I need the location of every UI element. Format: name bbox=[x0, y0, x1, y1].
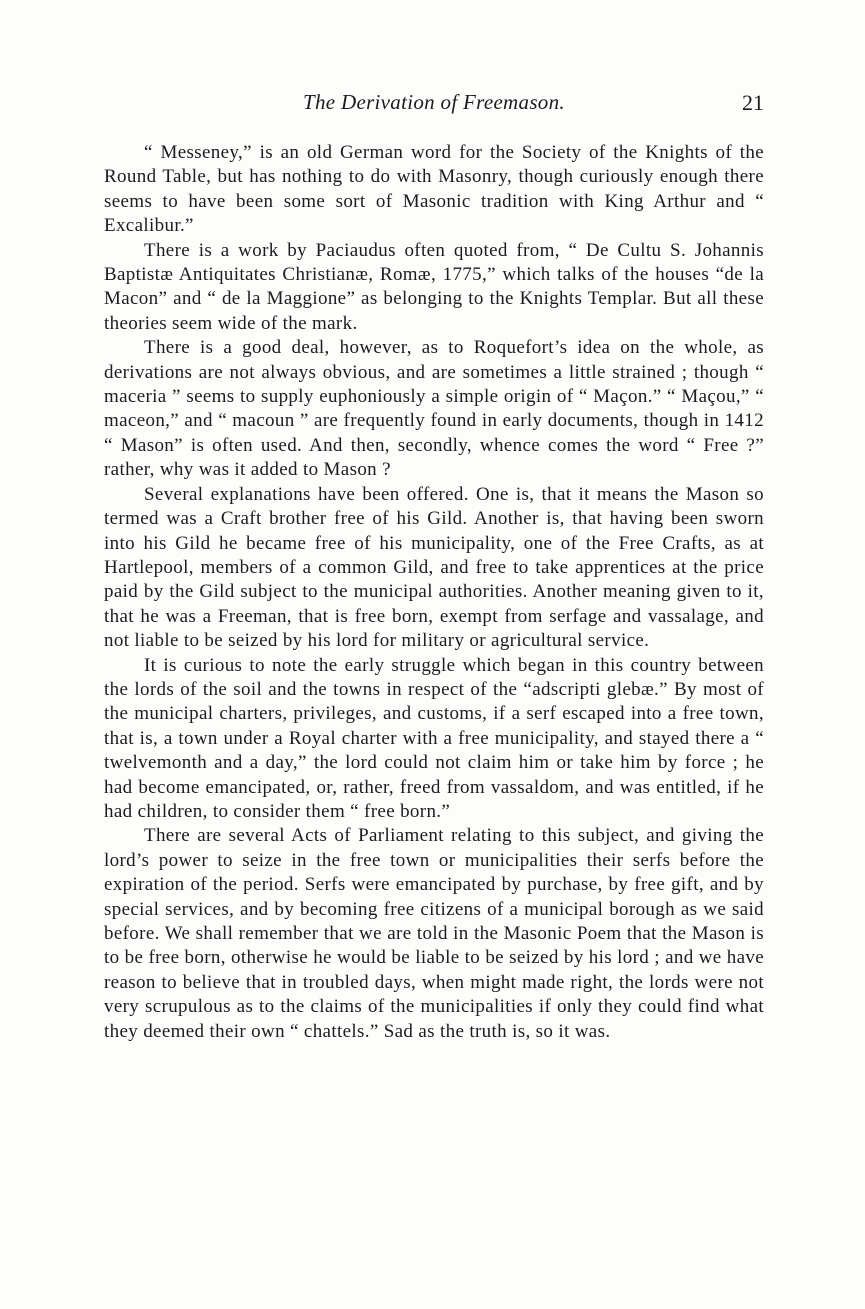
body-text bbox=[104, 141, 764, 1044]
running-title: The Derivation of Freemason. bbox=[303, 90, 565, 114]
paragraph-explanations: Several explanations have been offered. One is, that it means the Mason so termed was a Craft brother free of his Gild. Another is, that having been sworn into his Gild he became free of his municipality, one of the Free Crafts, as at Hartlepool, members of a common Gild, and free to take apprentices at the price paid by the Gild subject to the municipal authorities. Another meaning given to it, that he was a Freeman, that is free born, exempt from serfage and vassalage, and not liable to be seized by his lord for military or agricultural service. bbox=[104, 483, 764, 652]
page-number: 21 bbox=[742, 90, 764, 115]
paragraph-early-struggle: It is curious to note the early struggle which began in this country between the lords of the soil and the towns in respect of the “adscripti glebæ.” By most of the municipal charters, privileges, and customs, if a serf escaped into a free town, that is, a town under a Royal charter with a free municipality, and stayed there a “ twelvemonth and a day,” the lord could not claim him or take him by force ; he had become emancipated, or, rather, freed from vassaldom, and was entitled, if he had children, to consider them “ free born.” bbox=[104, 654, 764, 822]
paragraph-roquefort: There is a good deal, however, as to Roquefort’s idea on the whole, as derivations are not always obvious, and are sometimes a little strained ; though “ maceria ” seems to supply euphoniously a simple origin of “ Maçon.” “ Maçou,” “ maceon,” and “ macoun ” are frequently found in early documents, though in 1412 “ Mason” is often used. And then, secondly, whence comes the word “ Free ?” rather, why was it added to Mason ? bbox=[104, 337, 764, 481]
running-head bbox=[104, 90, 764, 122]
paragraph-messeney: “ Messeney,” is an old German word for the Society of the Knights of the Round Table, but has nothing to do with Masonry, though curiously enough there seems to have been some sort of Masonic tradition with King Arthur and “ Excalibur.” bbox=[104, 142, 764, 237]
paragraph-paciaudus: There is a work by Paciaudus often quoted from, “ De Cultu S. Johannis Baptistæ Antiquitates Christianæ, Romæ, 1775,” which talks of the houses “de la Macon” and “ de la Maggione” as belonging to the Knights Templar. But all these theories seem wide of the mark. bbox=[104, 239, 764, 334]
paragraph-acts-of-parliament: There are several Acts of Parliament relating to this subject, and giving the lord’s power to seize in the free town or municipalities their serfs before the expiration of the period. Serfs were emancipated by purchase, by free gift, and by special services, and by becoming free citizens of a municipal borough as we said before. We shall remember that we are told in the Masonic Poem that the Mason is to be free born, otherwise he would be liable to be seized by his lord ; and we have reason to believe that in troubled days, when might made right, the lords were not very scrupulous as to the claims of the municipalities if only they could find what they deemed their own “ chattels.” Sad as the truth is, so it was. bbox=[104, 825, 764, 1042]
